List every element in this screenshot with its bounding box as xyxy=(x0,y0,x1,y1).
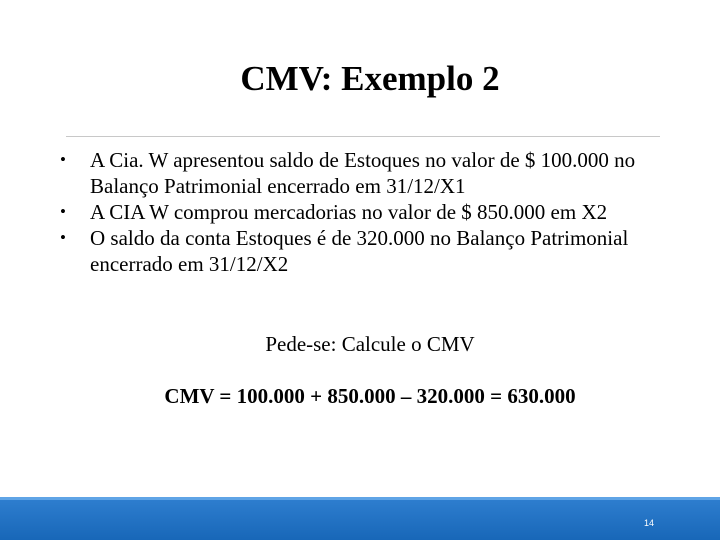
bullet-marker: • xyxy=(60,150,66,169)
footer-bar xyxy=(0,497,720,540)
slide-title: CMV: Exemplo 2 xyxy=(240,59,500,98)
exercise-request: Pede-se: Calcule o CMV xyxy=(265,332,475,356)
bullet-text: O saldo da conta Estoques é de 320.000 no Balanço Patrimonial encerrado em 31/12/X2 xyxy=(90,226,629,276)
bullet-marker: • xyxy=(60,228,66,247)
bullet-item xyxy=(58,199,668,225)
bullet-item xyxy=(58,225,668,277)
bullet-item xyxy=(58,147,668,199)
cmv-formula: CMV = 100.000 + 850.000 – 320.000 = 630.000 xyxy=(164,384,576,408)
bullet-text: A Cia. W apresentou saldo de Estoques no valor de $ 100.000 no Balanço Patrimonial encerrado em 31/12/X1 xyxy=(90,148,636,198)
bullet-text: A CIA W comprou mercadorias no valor de $ 850.000 em X2 xyxy=(90,200,608,224)
bullet-list xyxy=(58,147,668,277)
bullet-marker: • xyxy=(60,202,66,221)
title-divider xyxy=(66,136,660,137)
page-number: 14 xyxy=(643,518,654,528)
footer-accent-line xyxy=(0,497,720,500)
